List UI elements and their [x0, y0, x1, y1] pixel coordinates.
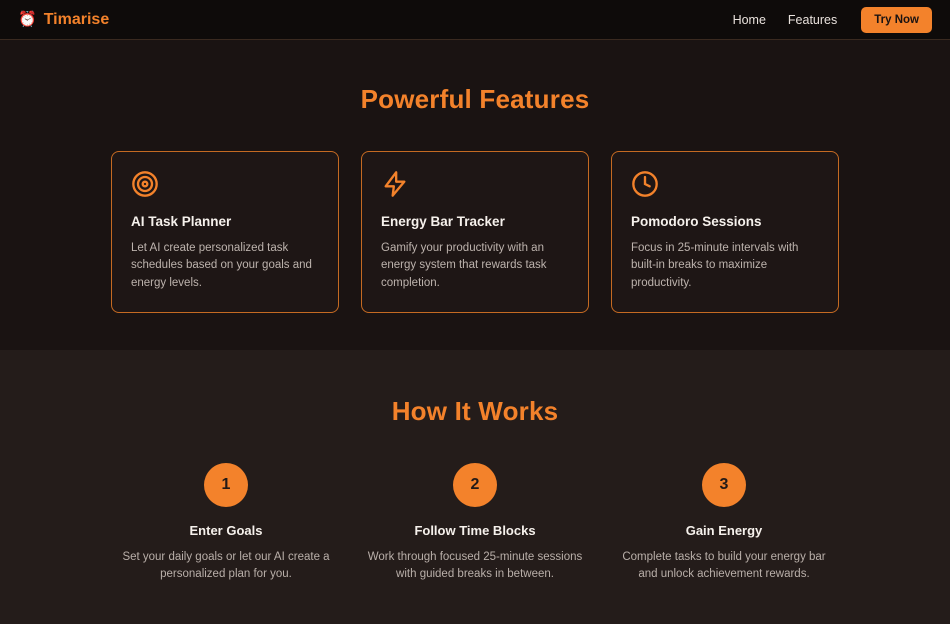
- step-desc: Work through focused 25-minute sessions with guided breaks in between.: [367, 551, 583, 581]
- step-list: [0, 463, 950, 584]
- step-title: Enter Goals: [189, 523, 263, 538]
- feature-card-title: AI Task Planner: [131, 214, 232, 229]
- feature-card-desc: Focus in 25-minute intervals with built-in breaks to maximize productivity.: [631, 242, 799, 289]
- alarm-clock-icon: ⏰: [18, 11, 37, 28]
- step-item-gain-energy: [617, 463, 832, 584]
- step-number-badge: 2: [453, 463, 497, 507]
- brand-name: Timarise: [43, 10, 110, 28]
- how-it-works-title: How It Works: [391, 396, 559, 426]
- step-desc: Set your daily goals or let our AI create a personalized plan for you.: [122, 551, 330, 581]
- lightning-bolt-icon: [381, 170, 569, 198]
- step-item-enter-goals: [119, 463, 334, 584]
- step-number-badge: 1: [204, 463, 248, 507]
- step-item-follow-time-blocks: [368, 463, 583, 584]
- feature-card-list: [0, 151, 950, 313]
- step-title: Gain Energy: [685, 523, 763, 538]
- nav-link-features[interactable]: Features: [787, 12, 838, 27]
- feature-card-energy-bar-tracker[interactable]: [361, 151, 589, 313]
- step-desc: Complete tasks to build your energy bar and unlock achievement rewards.: [622, 551, 826, 581]
- how-it-works-section: [0, 350, 950, 624]
- brand-logo[interactable]: [18, 11, 109, 29]
- feature-card-ai-task-planner[interactable]: [111, 151, 339, 313]
- feature-card-title: Pomodoro Sessions: [631, 214, 762, 229]
- features-section: [0, 40, 950, 350]
- step-title: Follow Time Blocks: [414, 523, 536, 538]
- feature-card-desc: Let AI create personalized task schedules based on your goals and energy levels.: [131, 242, 312, 289]
- feature-card-title: Energy Bar Tracker: [381, 214, 505, 229]
- target-icon: [131, 170, 319, 198]
- step-number-badge: 3: [702, 463, 746, 507]
- try-now-button[interactable]: Try Now: [861, 7, 932, 33]
- nav-link-home[interactable]: Home: [732, 12, 766, 27]
- feature-card-pomodoro-sessions[interactable]: [611, 151, 839, 313]
- feature-card-desc: Gamify your productivity with an energy system that rewards task completion.: [381, 242, 547, 289]
- features-title: Powerful Features: [360, 84, 590, 114]
- nav-links: [733, 7, 932, 33]
- clock-icon: [631, 170, 819, 198]
- top-navbar: [0, 0, 950, 40]
